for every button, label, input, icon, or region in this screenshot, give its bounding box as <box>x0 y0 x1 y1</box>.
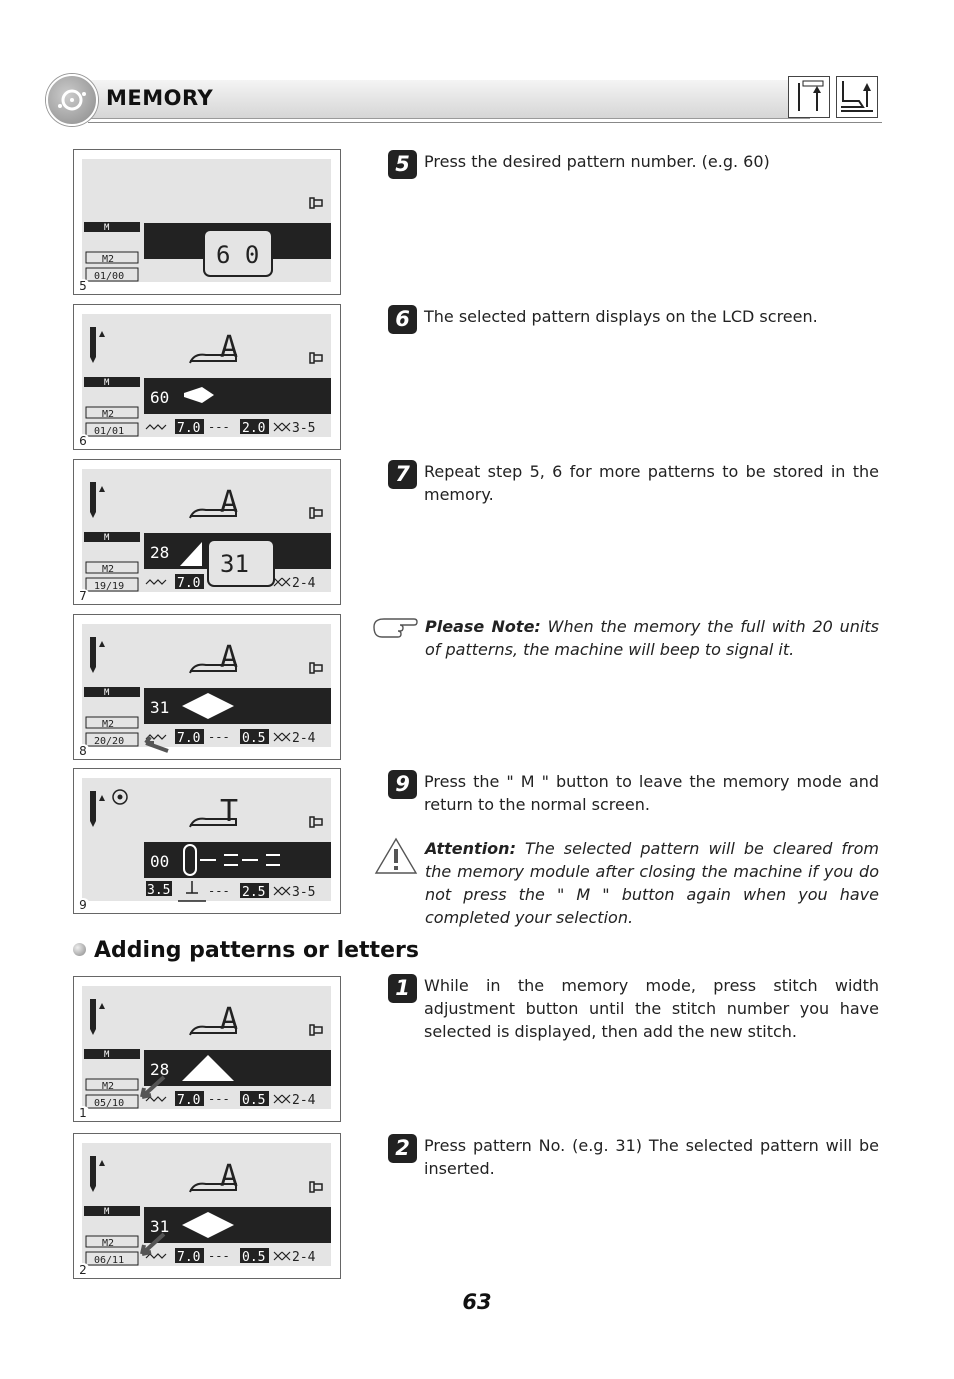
width-icon <box>146 425 166 429</box>
speaker-icon <box>310 198 322 208</box>
stitch-width: 7.0 <box>177 421 201 436</box>
foot-letter: T <box>220 794 239 829</box>
lcd-display <box>74 769 340 913</box>
foot-letter: A <box>220 330 239 365</box>
step-text: The selected pattern displays on the LCD screen. <box>424 307 818 326</box>
lcd-figure-6 <box>73 304 341 450</box>
section-header <box>44 72 882 126</box>
figure-number: 2 <box>76 1263 90 1277</box>
step-add-1 <box>388 974 879 1043</box>
pointer-arrow-icon <box>146 737 168 751</box>
foot-letter: A <box>220 1159 239 1194</box>
foot-letter: A <box>220 640 239 675</box>
speaker-icon <box>310 663 322 673</box>
pattern-number: 60 <box>150 388 170 407</box>
stitch-length: 0.5 <box>242 1250 266 1265</box>
stitch-length: 0.5 <box>242 1093 266 1108</box>
speaker-icon <box>310 353 322 363</box>
step-number-badge: 5 <box>388 150 417 179</box>
step-5 <box>388 150 879 176</box>
stitch-width: 7.0 <box>177 576 201 591</box>
stitch-width: 7.0 <box>177 731 201 746</box>
needle-icon <box>90 999 96 1035</box>
stitch-length: 2.5 <box>242 885 266 900</box>
pattern-number: 31 <box>150 1217 170 1236</box>
tension-icon <box>274 578 290 586</box>
lcd-figure-5 <box>73 149 341 295</box>
lcd-display <box>74 977 340 1121</box>
memory-slot: M2 <box>102 564 115 575</box>
memory-count: 06/11 <box>94 1255 125 1266</box>
stitch-width: 7.0 <box>177 1250 201 1265</box>
memory-count: 20/20 <box>94 736 125 747</box>
stitch-width: 7.0 <box>177 1093 201 1108</box>
please-note <box>372 615 879 661</box>
tension-icon <box>274 1252 290 1260</box>
lcd-display <box>74 615 340 759</box>
page-title: MEMORY <box>106 86 214 110</box>
memory-slot: M2 <box>102 1238 115 1249</box>
speaker-icon <box>310 1182 322 1192</box>
figure-number: 8 <box>76 744 90 758</box>
lcd-figure-add-1 <box>73 976 341 1122</box>
thread-tension: 2-4 <box>292 1093 316 1108</box>
lcd-figure-9 <box>73 768 341 914</box>
step-text: While in the memory mode, press stitch width adjustment button until the stitch number you have selected is displayed, then add the new stitch. <box>424 976 879 1041</box>
figure-number: 6 <box>76 434 90 448</box>
mode-indicator: M <box>104 223 110 233</box>
tension-icon <box>274 887 290 895</box>
pattern-number: 28 <box>150 1060 170 1079</box>
stitch-length: 0.5 <box>242 731 266 746</box>
step-add-2 <box>388 1134 879 1180</box>
figure-number: 7 <box>76 589 90 603</box>
lcd-display <box>74 460 340 604</box>
bullet-icon <box>73 943 86 956</box>
mode-indicator: M <box>104 688 110 698</box>
width-icon <box>146 1097 166 1101</box>
lcd-figure-8 <box>73 614 341 760</box>
figure-number: 5 <box>76 279 90 293</box>
needle-icon <box>90 791 96 827</box>
memory-count: 19/19 <box>94 581 125 592</box>
step-7 <box>388 460 879 506</box>
thread-tension: 2-4 <box>292 1250 316 1265</box>
pointing-hand-icon <box>372 615 418 639</box>
svg-text:---: --- <box>208 1092 230 1106</box>
figure-number: 1 <box>76 1106 90 1120</box>
tension-icon <box>274 423 290 431</box>
step-text: Press the desired pattern number. (e.g. 60) <box>424 152 770 171</box>
needle-up-icon <box>788 76 830 118</box>
pattern-number: 00 <box>150 852 170 871</box>
section-heading: Adding patterns or letters <box>73 938 419 963</box>
attention-label: Attention: <box>425 839 516 858</box>
page-number: 63 <box>462 1290 492 1314</box>
step-number-badge: 2 <box>388 1134 417 1163</box>
memory-slot: M2 <box>102 409 115 420</box>
svg-text:---: --- <box>208 1249 230 1263</box>
warning-triangle-icon <box>374 837 418 875</box>
foot-letter: A <box>220 485 239 520</box>
pattern-number: 31 <box>150 698 170 717</box>
width-icon <box>146 580 166 584</box>
thread-tension: 2-4 <box>292 731 316 746</box>
step-number-badge: 7 <box>388 460 417 489</box>
step-text: Press pattern No. (e.g. 31) The selected pattern will be inserted. <box>424 1136 879 1178</box>
lcd-figure-add-2 <box>73 1133 341 1279</box>
header-rule <box>88 122 882 123</box>
svg-text:---: --- <box>208 884 230 898</box>
step-number-badge: 9 <box>388 770 417 799</box>
step-text: Repeat step 5, 6 for more patterns to be stored in the memory. <box>424 462 879 504</box>
speaker-icon <box>310 1025 322 1035</box>
needle-icon <box>90 482 96 518</box>
needle-icon <box>90 637 96 673</box>
memory-count: 01/01 <box>94 426 125 437</box>
step-6 <box>388 305 879 331</box>
width-icon <box>146 1254 166 1258</box>
lcd-display <box>74 1134 340 1278</box>
step-number-badge: 1 <box>388 974 417 1003</box>
thread-tension: 3-5 <box>292 885 316 900</box>
presser-foot-up-icon <box>836 76 878 118</box>
speaker-icon <box>310 508 322 518</box>
note-text: When the memory the full with 20 units of patterns, the machine will beep to signal it. <box>425 617 879 659</box>
step-text: Press the " M " button to leave the memory mode and return to the normal screen. <box>424 772 879 814</box>
mode-indicator: M <box>104 1207 110 1217</box>
figure-number: 9 <box>76 898 90 912</box>
needle-icon <box>90 327 96 363</box>
speaker-icon <box>310 817 322 827</box>
lcd-figure-7 <box>73 459 341 605</box>
memory-count: 05/10 <box>94 1098 125 1109</box>
memory-emblem-icon <box>46 74 98 126</box>
stitch-width: 3.5 <box>147 883 171 898</box>
svg-text:---: --- <box>208 420 230 434</box>
step-number-badge: 6 <box>388 305 417 334</box>
buttonhole-foot-icon <box>178 881 206 901</box>
mode-indicator: M <box>104 378 110 388</box>
memory-slot: M2 <box>102 719 115 730</box>
entered-number: 6 0 <box>216 241 260 269</box>
thread-tension: 2-4 <box>292 576 316 591</box>
tension-icon <box>274 1095 290 1103</box>
mode-indicator: M <box>104 533 110 543</box>
lcd-display <box>74 150 340 294</box>
thread-tension: 3-5 <box>292 421 316 436</box>
needle-icon <box>90 1156 96 1192</box>
foot-letter: A <box>220 1002 239 1037</box>
stitch-length: 2.0 <box>242 421 266 436</box>
memory-slot: M2 <box>102 254 115 265</box>
entered-number: 31 <box>220 550 249 578</box>
mode-indicator: M <box>104 1050 110 1060</box>
attention-note <box>372 837 879 929</box>
attention-text: The selected pattern will be cleared from the memory module after closing the machine if you do not press the " M " button again when you have completed your selection. <box>425 839 879 927</box>
step-9 <box>388 770 879 816</box>
lcd-display <box>74 305 340 449</box>
note-label: Please Note: <box>425 617 541 636</box>
svg-text:---: --- <box>208 730 230 744</box>
memory-slot: M2 <box>102 1081 115 1092</box>
memory-count: 01/00 <box>94 271 125 282</box>
tension-icon <box>274 733 290 741</box>
pattern-number: 28 <box>150 543 170 562</box>
